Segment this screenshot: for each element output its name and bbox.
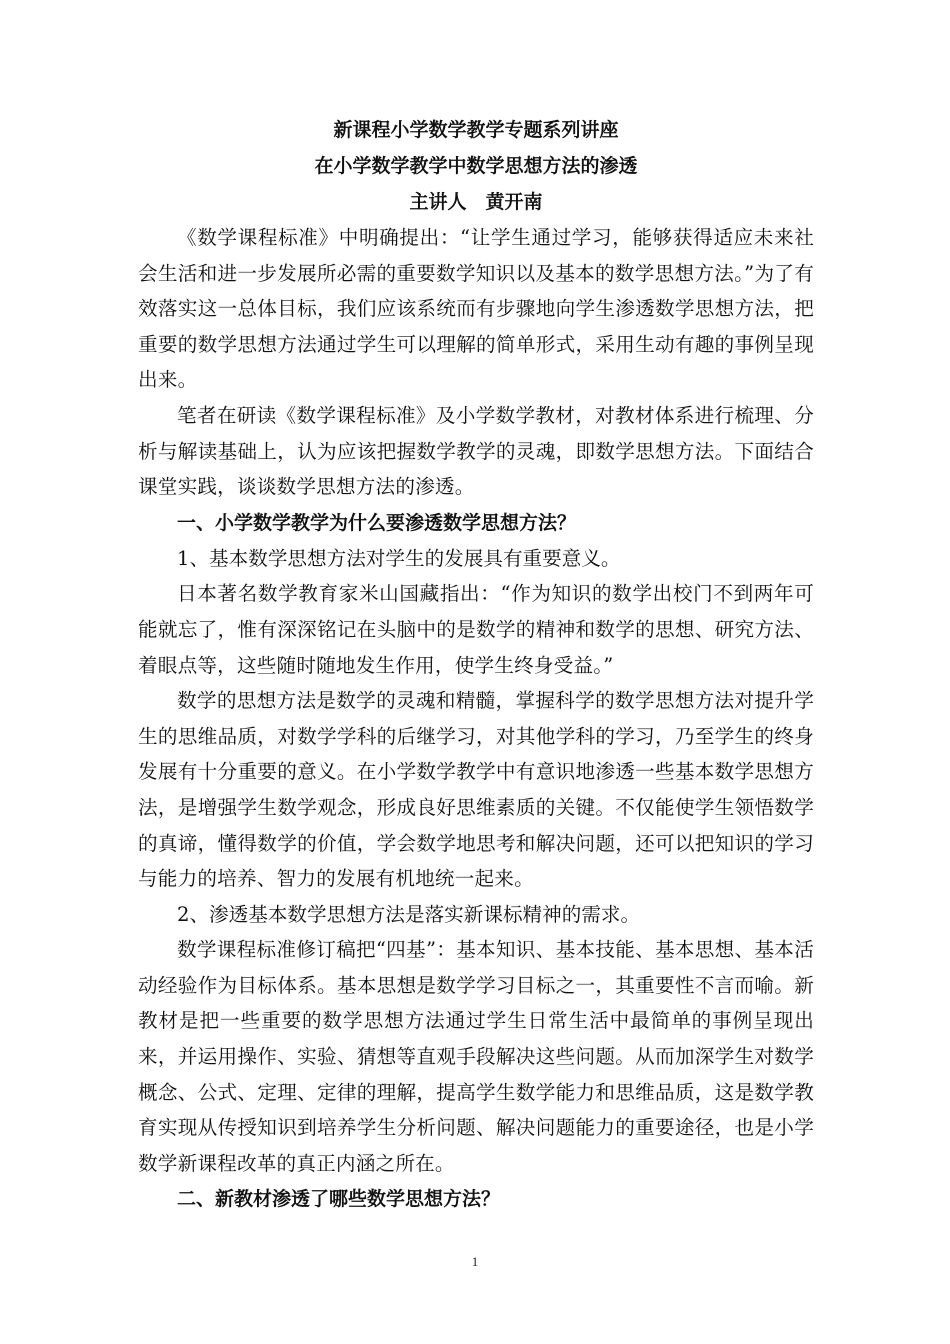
subsection-2: 2、渗透基本数学思想方法是落实新课标精神的需求。 [177,902,641,926]
paragraph-four-basics: 数学课程标准修订稿把“四基”：基本知识、基本技能、基本思想、基本活动经验作为目标体系。基本思想是数学学习目标之一，其重要性不言而喻。新教材是把一些重要的数学思想方法通过学生日常生活中最简单的事例呈现出来，并运用操作、实验、猜想等直观手段解决这些问题。从而加深学生对数学概念、公式、定理、定律的理解，提高学生数学能力和思维品质，这是数学教育实现从传授知识到培养学生分析问题、解决问题能力的重要途径，也是小学数学新课程改革的真正内涵之所在。 [138,938,814,1175]
paragraph-intro: 《数学课程标准》中明确提出：“让学生通过学习，能够获得适应未来社会生活和进一步发展所必需的重要数学知识以及基本的数学思想方法。”为了有效落实这一总体目标，我们应该系统而有步骤地向学生渗透数学思想方法，把重要的数学思想方法通过学生可以理解的简单形式，采用生动有趣的事例呈现出来。 [138,226,814,392]
paragraph-soul: 数学的思想方法是数学的灵魂和精髓，掌握科学的数学思想方法对提升学生的思维品质，对数学学科的后继学习，对其他学科的学习，乃至学生的终身发展有十分重要的意义。在小学数学教学中有意识地渗透一些基本数学思想方法，是增强学生数学观念，形成良好思维素质的关键。不仅能使学生领悟数学的真谛，懂得数学的价值，学会数学地思考和解决问题，还可以把知识的学习与能力的培养、智力的发展有机地统一起来。 [138,689,814,891]
page-content [138,112,814,1217]
section-heading-1: 一、小学数学教学为什么要渗透数学思想方法？ [177,511,577,534]
lecture-title: 在小学数学教学中数学思想方法的渗透 [314,155,638,177]
subsection-1: 1、基本数学思想方法对学生的发展具有重要意义。 [177,546,621,570]
series-title: 新课程小学数学教学专题系列讲座 [333,119,619,141]
paragraph-quote: 日本著名数学教育家米山国藏指出：“作为知识的数学出校门不到两年可能就忘了，惟有深深铭记在头脑中的是数学的精神和数学的思想、研究方法、着眼点等，这些随时随地发生作用，使学生终身受益。” [138,582,814,677]
page-number: 1 [471,1254,479,1269]
paragraph-author-study: 笔者在研读《数学课程标准》及小学数学教材，对教材体系进行梳理、分析与解读基础上，认为应该把握数学教学的灵魂，即数学思想方法。下面结合课堂实践，谈谈数学思想方法的渗透。 [138,403,814,499]
section-heading-2: 二、新教材渗透了哪些数学思想方法？ [177,1188,501,1211]
speaker-line: 主讲人 黄开南 [409,191,543,213]
